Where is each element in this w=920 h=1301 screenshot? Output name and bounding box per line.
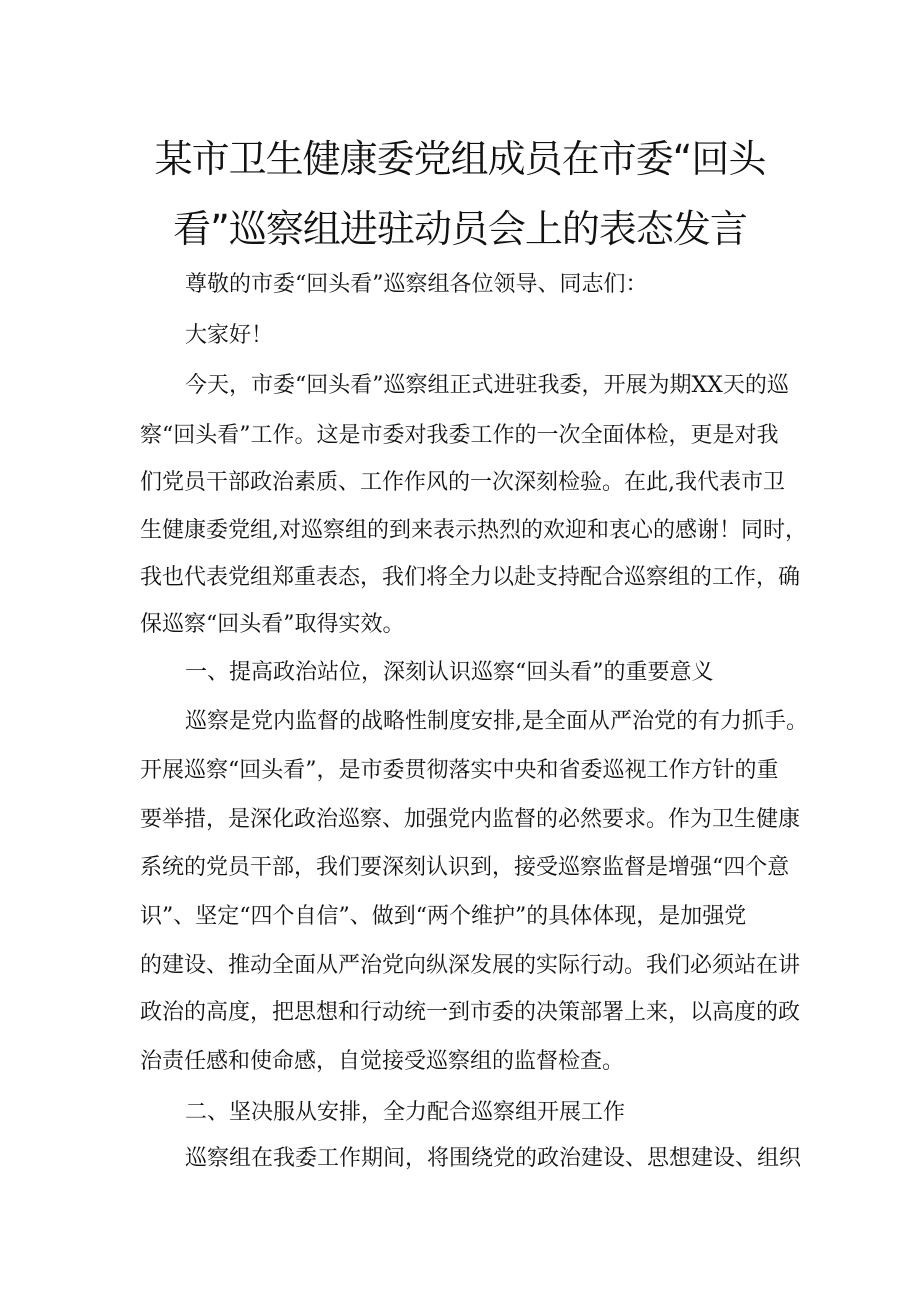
paragraph-2-line: 开展巡察“回头看”，是市委贯彻落实中央和省委巡视工作方针的重 xyxy=(140,758,779,783)
paragraph-2-line: 治责任感和使命感，自觉接受巡察组的监督检查。 xyxy=(140,1049,625,1074)
salutation: 尊敬的市委“回头看”巡察组各位领导、同志们： xyxy=(185,272,648,297)
greeting: 大家好！ xyxy=(185,323,274,348)
paragraph-2-line: 巡察是党内监督的战略性制度安排,是全面从严治党的有力抓手。 xyxy=(185,709,808,734)
paragraph-2-line: 的建设、推动全面从严治党向纵深发展的实际行动。我们必须站在讲 xyxy=(140,953,801,978)
paragraph-1-line: 们党员干部政治素质、工作作风的一次深刻检验。在此,我代表市卫 xyxy=(140,470,785,495)
paragraph-1-line: 察“回头看”工作。这是市委对我委工作的一次全面体检，更是对我 xyxy=(140,423,779,448)
paragraph-1-line: 生健康委党组,对巡察组的到来表示热烈的欢迎和衷心的感谢！同时， xyxy=(140,518,807,543)
paragraph-1-line: 今天，市委“回头看”巡察组正式进驻我委，开展为期XX天的巡 xyxy=(185,373,789,398)
paragraph-2-line: 要举措，是深化政治巡察、加强党内监督的必然要求。作为卫生健康 xyxy=(140,807,801,832)
document-title-line-1: 某市卫生健康委党组成员在市委“回头 xyxy=(154,137,766,181)
section-heading-1: 一、提高政治站位，深刻认识巡察“回头看”的重要意义 xyxy=(185,660,714,685)
paragraph-2-line: 政治的高度，把思想和行动统一到市委的决策部署上来，以高度的政 xyxy=(140,1000,801,1025)
paragraph-1-line: 我也代表党组郑重表态，我们将全力以赴支持配合巡察组的工作，确 xyxy=(140,565,801,590)
paragraph-1-line: 保巡察“回头看”取得实效。 xyxy=(140,612,405,637)
paragraph-3-line: 巡察组在我委工作期间，将围绕党的政治建设、思想建设、组织 xyxy=(185,1146,802,1171)
document-title-line-2: 看”巡察组进驻动员会上的表态发言 xyxy=(173,207,747,251)
paragraph-2-line: 识”、坚定“四个自信”、做到“两个维护”的具体体现，是加强党 xyxy=(140,904,747,929)
paragraph-2-line: 系统的党员干部，我们要深刻认识到，接受巡察监督是增强“四个意 xyxy=(140,855,790,880)
section-heading-2: 二、坚决服从安排，全力配合巡察组开展工作 xyxy=(185,1100,626,1125)
